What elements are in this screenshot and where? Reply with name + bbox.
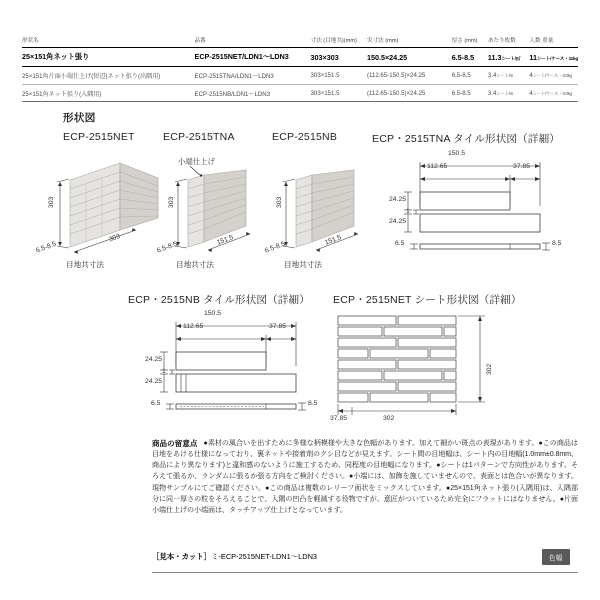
detail-nb-gap: 1 (162, 368, 166, 375)
case-unit: シート/ケース・3.0kg (532, 73, 572, 78)
detail-nb-width-total: 150.5 (204, 310, 222, 317)
detail-nb-width-left: 112.65 (183, 323, 204, 330)
detail-nb-thickness-left: 6.5 (151, 400, 161, 407)
iso-net-depth-label: 303 (108, 233, 122, 244)
iso-nb-thickness-label: 6.5-8.5 (264, 240, 287, 255)
cell-real-size: (112.65-150.5)×24.25 (367, 67, 452, 85)
table-row (22, 84, 578, 102)
detail-tna-height-bottom: 24.25 (389, 218, 407, 225)
detail-tna-width-right: 37.85 (513, 163, 531, 170)
cell-case (529, 67, 578, 85)
detail-nb-height-top: 24.25 (145, 356, 163, 363)
product-notes (152, 438, 578, 516)
cell-thickness: 6.5-8.5 (452, 67, 488, 85)
cell-real-size: 150.5×24.25 (367, 48, 452, 67)
iso-nb-depth-label: 151.5 (324, 234, 343, 247)
detail-tna-thickness-right: 8.5 (552, 240, 562, 247)
cell-shape: 25×151角片面小端仕上げ(短辺)ネット張り(出隅用) (22, 67, 195, 85)
cell-size: 303×151.5 (311, 67, 367, 85)
col-header-shape: 形状名 (22, 36, 195, 48)
case-value: 4 (529, 72, 533, 79)
iso-net-svg (52, 158, 164, 258)
cell-thickness: 6.5-8.5 (452, 84, 488, 102)
detail-nb-height-bottom: 24.25 (145, 378, 163, 385)
sheets-unit: シート/m (496, 73, 514, 78)
iso-tna-height-label: 303 (168, 196, 175, 208)
cell-real-size: (112.65-150.5)×24.25 (367, 84, 452, 102)
iso-label-net: ECP-2515NET (63, 131, 135, 143)
detail-diagram-net-sheet (330, 310, 560, 425)
iso-label-tna: ECP-2515TNA (163, 131, 235, 143)
detail-tna-width-total: 150.5 (448, 150, 466, 157)
iso-nb-caption: 目地共寸法 (284, 260, 322, 269)
sample-bracket-label: ［見本・カット］ (152, 552, 212, 561)
iso-net-caption: 目地共寸法 (66, 260, 104, 269)
cell-code: ECP-2515NET/LDN1～LDN3 (195, 48, 311, 67)
detail-net-width-label: 302 (383, 415, 395, 422)
iso-tna-thickness-label: 6.5-8.5 (156, 240, 179, 255)
detail-tna-height-top: 24.25 (389, 196, 407, 203)
iso-tna-caption: 目地共寸法 (176, 260, 214, 269)
case-unit: シート/ケース・3.0kg (532, 90, 572, 96)
shape-section-title: 形状図 (63, 112, 96, 124)
table-row (22, 67, 578, 85)
iso-label-nb: ECP-2515NB (272, 131, 338, 143)
col-header-sheets: あたり枚数 (488, 36, 529, 48)
sheets-value: 3.4 (487, 72, 497, 79)
cell-size: 303×151.5 (311, 84, 367, 102)
cell-shape: 25×151角ネット張り (22, 48, 195, 67)
detail-nb-title: ECP・2515NB タイル形状図（詳細） (128, 294, 310, 306)
iso-tna-depth-label: 151.5 (216, 234, 235, 247)
detail-nb-thickness-right: 8.5 (308, 400, 318, 407)
detail-nb-width-right: 37.85 (269, 323, 287, 330)
table-header-row (22, 36, 578, 48)
case-value: 4 (529, 89, 533, 97)
iso-tna-callout-label: 小端仕上げ (178, 157, 215, 166)
iso-net-height-label: 303 (48, 196, 55, 208)
detail-net-title: ECP・2515NET シート形状図（詳細） (333, 294, 522, 306)
sheets-unit: シート/m (496, 90, 514, 96)
iso-diagram-net (52, 158, 164, 258)
cell-case (529, 48, 578, 67)
sample-code: ミ-ECP-2515NET-LDN1～LDN3 (211, 552, 318, 561)
cell-sheets (488, 48, 529, 67)
cell-case (529, 84, 578, 102)
sheets-value: 11.3 (487, 52, 502, 62)
detail-tna-gap: 1 (406, 208, 410, 215)
cell-code: ECP-2515NB/LDN1～LDN3 (195, 84, 311, 102)
sheets-value: 3.4 (487, 89, 497, 97)
notes-text-block (152, 438, 578, 516)
col-header-code: 品番 (195, 36, 311, 48)
color-range-badge: 色幅 (542, 549, 570, 565)
col-header-case: 入数 重量 (529, 36, 578, 48)
sample-label-group (152, 551, 317, 562)
sample-cut-row (152, 549, 578, 569)
cell-shape: 25×151角ネット張り(入隅用) (22, 84, 195, 102)
detail-net-svg (330, 310, 560, 425)
case-unit: シート/ケース・11kg (536, 55, 578, 61)
cell-code: ECP-2515TNA/LDN1～LDN3 (195, 67, 311, 85)
cell-thickness: 6.5-8.5 (452, 48, 488, 67)
notes-body: ●素材の風合いを出すために多様な柄模様や大きな色幅があります。加えて細かい斑点の表現があります。●この商品は目地をあける仕様になっており、裏ネットや接着剤のクシ目などが見えます。シート間の目地幅は、シート内の目地幅(1.0mm±0.8mm、商品により異なります)と違和感のないように施工するため、同程度の目地幅になります。●シートは1パターンで方向性があります。そろえて張るか、ランダムに張るか張る方向をご検討ください。●小端には、加飾を施していませんので、表面とは色合いが異なります。現物サンプルにてご確認ください。●この商品は複数のレリーフ面状をミックスしています。●25×151角ネット張り(入隅用)は、入隅部分に同一厚さの粒をそろえることで、入隅の凹凸を軽減する役物ですが、意匠がついているため完全にフラットにはなりません。●片面小端仕上げの小端面は、タッチアップ仕上げとなっています。 (152, 440, 578, 514)
table-row (22, 48, 578, 67)
cell-size: 303×303 (311, 48, 367, 67)
detail-tna-thickness-left: 6.5 (395, 240, 405, 247)
bottom-divider (152, 572, 578, 573)
case-value: 11 (529, 52, 537, 62)
col-header-size: 寸法 (目地共)(mm) (311, 36, 367, 48)
cell-sheets (488, 67, 529, 85)
notes-title: 商品の留意点 (152, 439, 198, 448)
detail-net-offset-label: 37.85 (330, 415, 348, 422)
iso-nb-height-label: 303 (276, 196, 283, 208)
detail-tna-title: ECP・2515TNA タイル形状図（詳細） (372, 133, 560, 145)
col-header-real-size: 実寸法 (mm) (367, 36, 452, 48)
iso-net-thickness-label: 6.5-8.5 (35, 240, 58, 255)
cell-sheets (488, 84, 529, 102)
specification-table (22, 36, 578, 102)
col-header-thickness: 厚さ (mm) (452, 36, 488, 48)
detail-tna-width-left: 112.65 (427, 163, 448, 170)
sheets-unit: シート/㎡ (501, 55, 521, 61)
detail-net-height-label: 302 (486, 363, 493, 375)
